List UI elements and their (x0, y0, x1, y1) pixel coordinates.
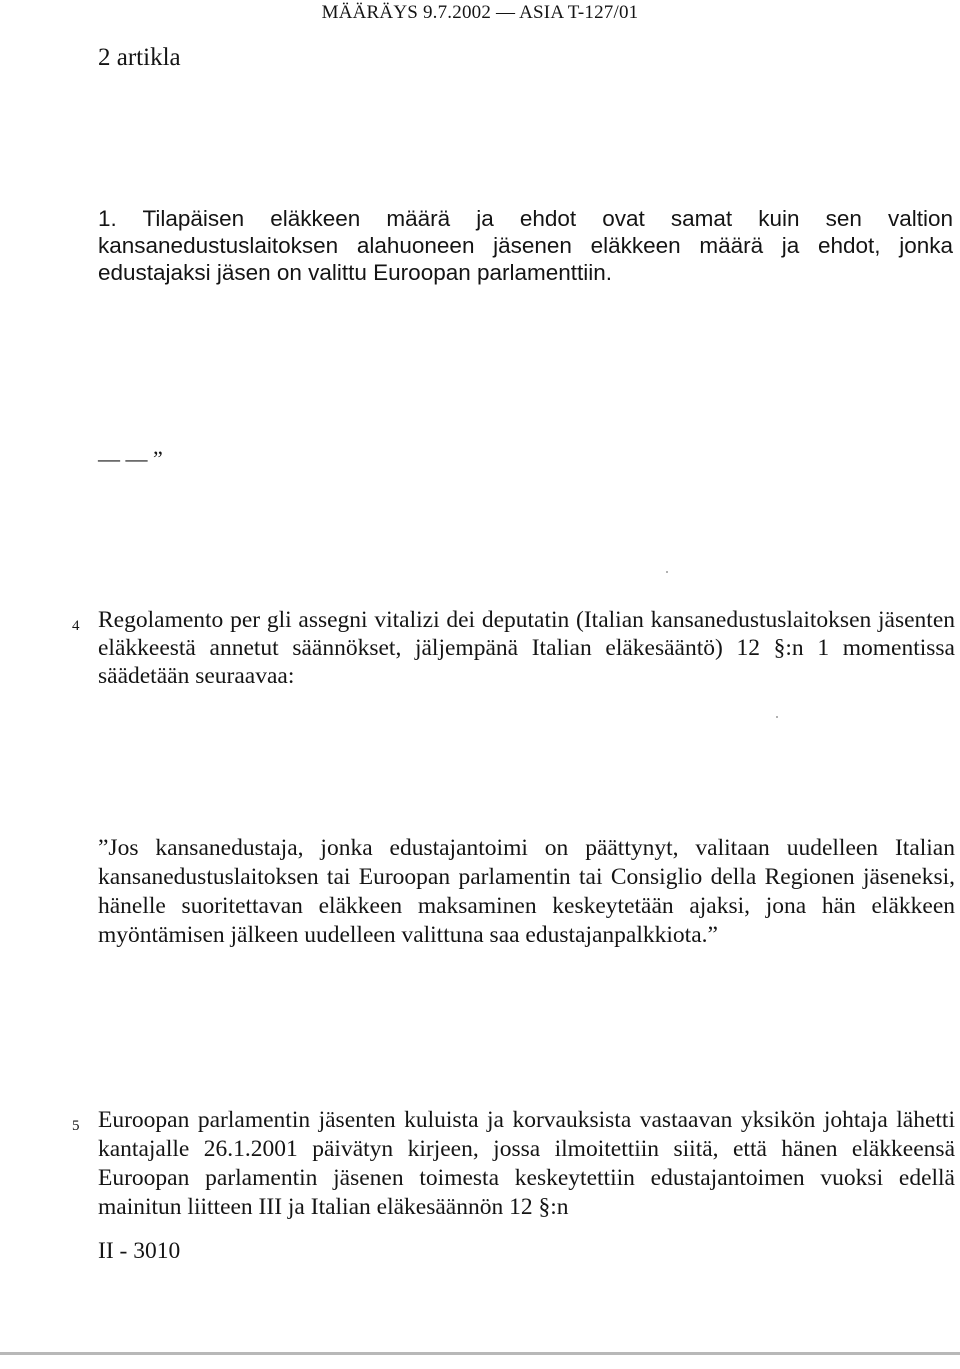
footnote-5 (98, 1106, 955, 1222)
bottom-edge-rule (0, 1352, 960, 1355)
quoted-provision (98, 834, 955, 950)
quoted-provision-text: ”Jos kansanedustaja, jonka edustajantoimi on päättynyt, valitaan uudelleen Italian kansanedustuslaitoksen tai Euroopan parlamentin tai Consiglio della Regionen jäseneksi, hänelle suoritettavan eläkkeen maksaminen keskeytetään ajaksi, jona hän eläkkeen myöntämisen jälkeen uudelleen valittuna saa edustajanpalkkiota.” (98, 835, 955, 948)
article-paragraph-1 (98, 205, 953, 286)
footnote-4-text: Regolamento per gli assegni vitalizi dei deputatin (Italian kansanedustuslaitoksen jäsenten eläkkeestä annetut säännökset, jäljempänä Italian eläkesääntö) 12 §:n 1 momentissa säädetään seuraavaa: (98, 607, 955, 689)
scan-speck (666, 571, 668, 573)
article-heading: 2 artikla (98, 44, 181, 71)
end-quote-marker: — — ” (98, 446, 163, 471)
page-number: II - 3010 (98, 1238, 181, 1264)
footnote-4-number: 4 (72, 618, 80, 634)
scan-speck (776, 716, 778, 718)
footnote-5-text: Euroopan parlamentin jäsenten kuluista ja korvauksista vastaavan yksikön johtaja lähetti kantajalle 26.1.2001 päivätyn kirjeen, jossa ilmoitettiin siitä, että hänen eläkkeensä Euroopan parlamentin jäsenen toimesta keskeytettiin edustajantoimen vuoksi edellä mainitun liitteen III ja Italian eläkesäännön 12 §:n (98, 1107, 955, 1220)
running-header: MÄÄRÄYS 9.7.2002 — ASIA T-127/01 (321, 2, 639, 23)
footnote-5-number: 5 (72, 1118, 80, 1134)
paragraph-text: 1. Tilapäisen eläkkeen määrä ja ehdot ovat samat kuin sen valtion kansanedustuslaitoksen alahuoneen jäsenen eläkkeen määrä ja ehdot, jonka edustajaksi jäsen on valittu Euroopan parlamenttiin. (98, 206, 953, 285)
footnote-4 (98, 606, 955, 690)
